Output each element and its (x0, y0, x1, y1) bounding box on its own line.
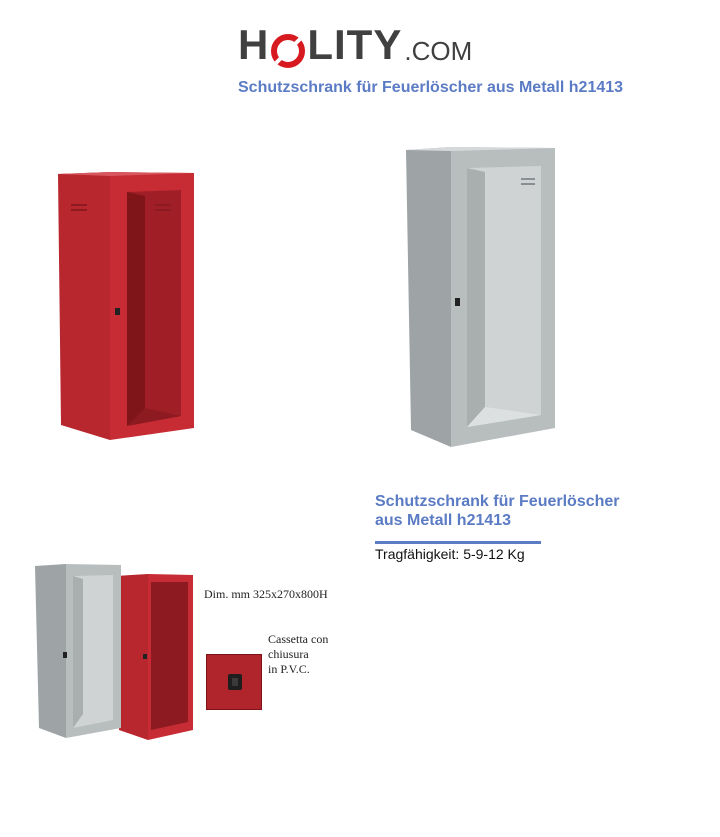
lock-detail-image (206, 654, 262, 710)
product-title-line1: Schutzschrank für Feuerlöscher (375, 493, 620, 510)
product-title-line2: aus Metall h21413 (375, 512, 512, 529)
page-title: Schutzschrank für Feuerlöscher aus Metall h21413 (238, 79, 624, 96)
logo-suffix: .COM (404, 36, 473, 66)
cassette-line3: in P.V.C. (268, 662, 310, 676)
cassette-line2: chiusura (268, 647, 309, 661)
cassette-line1: Cassetta con (268, 632, 329, 646)
red-cabinet-image (55, 170, 197, 442)
capacity-spec: Tragfähigkeit: 5-9-12 Kg (375, 546, 525, 562)
logo-letter-h: H (238, 21, 270, 68)
grey-cabinet-image (403, 145, 558, 450)
cabinet-pair-image (33, 562, 195, 742)
product-title (375, 492, 655, 530)
site-logo[interactable] (238, 22, 472, 66)
cassette-description (268, 632, 358, 677)
logo-letters: LITY (307, 21, 403, 68)
logo-ring-icon (270, 33, 306, 69)
title-divider (375, 541, 541, 544)
dimensions-text: Dim. mm 325x270x800H (204, 587, 328, 601)
